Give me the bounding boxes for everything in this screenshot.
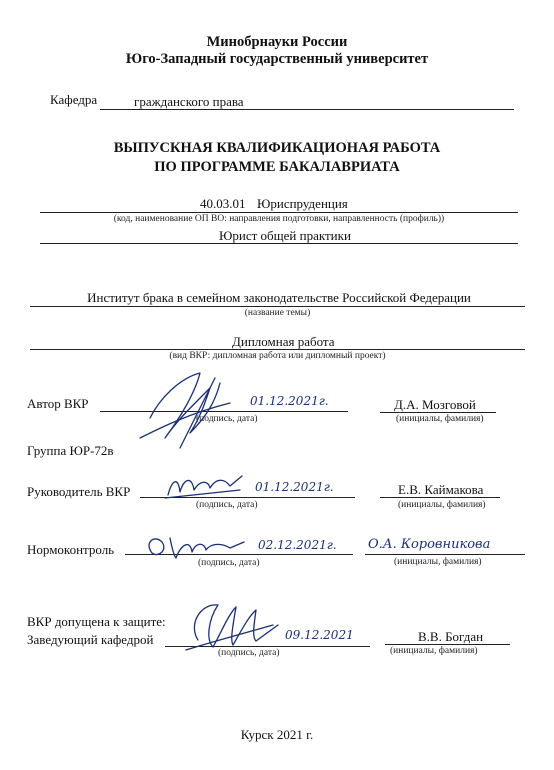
work-type-underline bbox=[30, 349, 525, 350]
supervisor-label: Руководитель ВКР bbox=[27, 484, 131, 499]
admission-name-caption: (инициалы, фамилия) bbox=[390, 646, 478, 656]
normcontrol-name-caption: (инициалы, фамилия) bbox=[394, 557, 482, 567]
normcontrol-label: Нормоконтроль bbox=[27, 542, 115, 557]
admission-sign-caption: (подпись, дата) bbox=[218, 648, 280, 658]
normcontrol-date: 02.12.2021г. bbox=[258, 538, 337, 552]
supervisor-name: Е.В. Каймакова bbox=[398, 482, 484, 497]
author-date: 01.12.2021г. bbox=[250, 394, 329, 408]
author-sign-caption: (подпись, дата) bbox=[196, 414, 258, 424]
supervisor-sign-caption: (подпись, дата) bbox=[196, 500, 258, 510]
admission-date: 09.12.2021 bbox=[285, 628, 354, 642]
department-value: гражданского права bbox=[134, 94, 244, 109]
work-title-line2: ПО ПРОГРАММЕ БАКАЛАВРИАТА bbox=[154, 159, 400, 175]
topic-value: Институт брака в семейном законодательстве Российской Федерации bbox=[87, 290, 471, 305]
supervisor-name-line bbox=[380, 497, 500, 498]
supervisor-name-caption: (инициалы, фамилия) bbox=[398, 500, 486, 510]
author-name-caption: (инициалы, фамилия) bbox=[396, 414, 484, 424]
admission-signature bbox=[178, 595, 288, 660]
work-type-caption: (вид ВКР: дипломная работа или дипломный проект) bbox=[169, 351, 386, 361]
program-caption: (код, наименование ОП ВО: направления подготовки, направленность (профиль)) bbox=[113, 214, 445, 224]
department-label: Кафедра bbox=[50, 92, 98, 107]
work-title-line1: ВЫПУСКНАЯ КВАЛИФИКАЦИОНАЯ РАБОТА bbox=[113, 140, 441, 156]
work-type-value: Дипломная работа bbox=[232, 334, 335, 349]
admission-name-line bbox=[385, 644, 510, 645]
ministry-name: Минобрнауки России bbox=[206, 34, 348, 50]
admission-name: В.В. Богдан bbox=[418, 629, 484, 644]
profile-underline bbox=[40, 243, 518, 244]
admission-label-line1: ВКР допущена к защите: bbox=[27, 614, 166, 629]
department-underline bbox=[100, 109, 514, 110]
program-code: 40.03.01 bbox=[200, 196, 246, 211]
normcontrol-sign-caption: (подпись, дата) bbox=[198, 558, 260, 568]
normcontrol-name: О.А. Коровникова bbox=[368, 537, 491, 552]
university-name: Юго-Западный государственный университет bbox=[125, 51, 429, 67]
program-name: Юриспруденция bbox=[257, 196, 348, 211]
normcontrol-signature bbox=[140, 528, 250, 568]
author-name-line bbox=[380, 412, 496, 413]
city-year: Курск 2021 г. bbox=[240, 727, 314, 742]
author-name: Д.А. Мозговой bbox=[394, 397, 476, 412]
admission-label-line2: Заведующий кафедрой bbox=[27, 632, 154, 647]
topic-underline bbox=[30, 306, 525, 307]
program-underline bbox=[40, 212, 518, 213]
author-group: Группа ЮР-72в bbox=[27, 443, 114, 458]
author-label: Автор ВКР bbox=[27, 396, 89, 411]
author-signature bbox=[120, 358, 250, 458]
supervisor-signature bbox=[160, 470, 250, 505]
topic-caption: (название темы) bbox=[244, 308, 311, 318]
supervisor-date: 01.12.2021г. bbox=[255, 480, 334, 494]
normcontrol-name-line bbox=[365, 554, 525, 555]
profile-value: Юрист общей практики bbox=[219, 228, 351, 243]
